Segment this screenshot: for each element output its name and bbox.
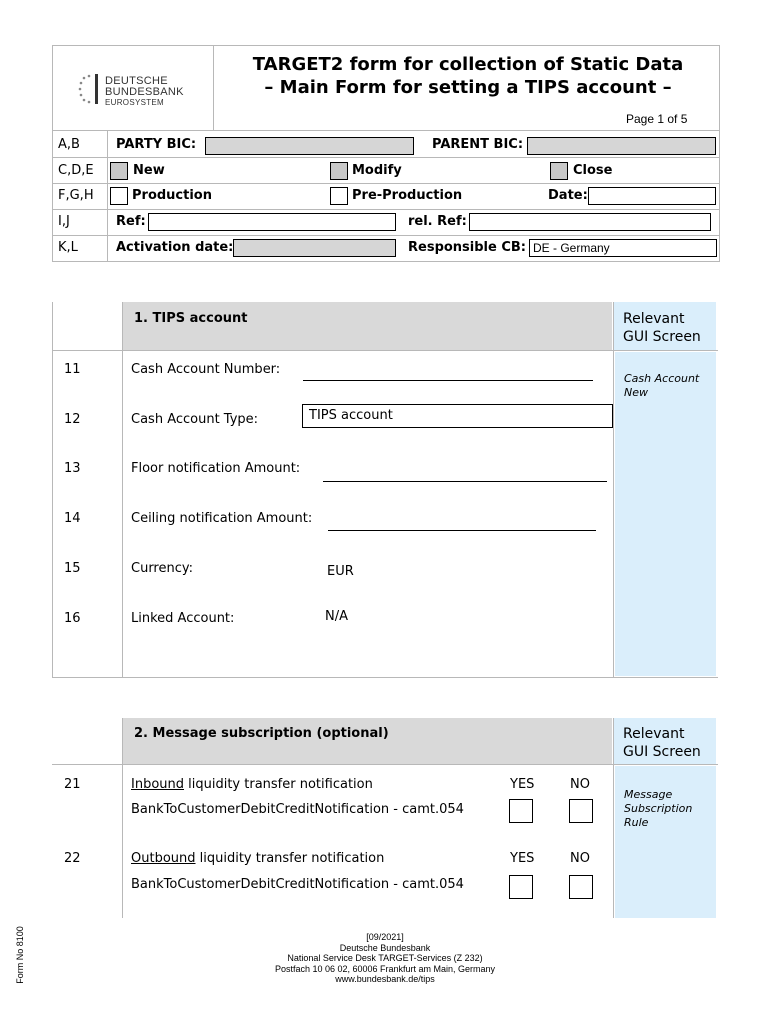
- floor-notification-input-line[interactable]: [323, 481, 607, 482]
- section2-title: 2. Message subscription (optional): [134, 726, 389, 741]
- inbound-yes-label: YES: [510, 777, 535, 792]
- eagle-logo-icon: [77, 72, 103, 106]
- outbound-no-label: NO: [570, 851, 590, 866]
- currency-value: EUR: [327, 564, 354, 579]
- linked-account-label: Linked Account:: [131, 611, 235, 626]
- production-label: Production: [132, 188, 212, 203]
- gui-msg-line2: Subscription: [624, 802, 693, 815]
- item-16-number: 16: [64, 611, 81, 626]
- inbound-notification-label: [131, 777, 373, 792]
- gui-header-line1: Relevant: [623, 311, 685, 327]
- date-field[interactable]: [588, 187, 716, 205]
- logo-text-bundesbank: BUNDESBANK: [105, 86, 184, 98]
- inbound-no-label: NO: [570, 777, 590, 792]
- section1-title: 1. TIPS account: [134, 311, 248, 326]
- floor-notification-label: Floor notification Amount:: [131, 461, 301, 476]
- item-21-number: 21: [64, 777, 81, 792]
- close-label: Close: [573, 163, 613, 178]
- footer-address: Postfach 10 06 02, 60006 Frankfurt am Main, Germany: [274, 963, 496, 974]
- modify-label: Modify: [352, 163, 402, 178]
- currency-label: Currency:: [131, 561, 194, 576]
- outbound-yes-label: YES: [510, 851, 535, 866]
- gui-header2-line2: GUI Screen: [623, 744, 701, 760]
- gui-cash-account-line2: New: [624, 386, 648, 399]
- cash-account-type-value: TIPS account: [309, 408, 393, 423]
- linked-account-value: N/A: [325, 609, 348, 624]
- responsible-cb-value: DE - Germany: [533, 241, 610, 255]
- outbound-message-type: BankToCustomerDebitCreditNotification - camt.054: [131, 877, 464, 892]
- ceiling-notification-input-line[interactable]: [328, 530, 596, 531]
- row-code-cde: C,D,E: [58, 163, 94, 178]
- outbound-underlined: Outbound: [131, 851, 196, 866]
- production-checkbox[interactable]: [110, 187, 128, 205]
- rel-ref-label: rel. Ref:: [408, 214, 467, 229]
- inbound-underlined: Inbound: [131, 777, 185, 792]
- cash-account-number-input-line[interactable]: [303, 380, 593, 381]
- item-13-number: 13: [64, 461, 81, 476]
- ref-label: Ref:: [116, 214, 146, 229]
- gui-header2-line1: Relevant: [623, 726, 685, 742]
- modify-checkbox[interactable]: [330, 162, 348, 180]
- footer-service-desk: National Service Desk TARGET-Services (Z 232): [287, 953, 483, 963]
- form-title: [216, 53, 720, 99]
- outbound-label-rest: liquidity transfer notification: [195, 851, 385, 866]
- row-code-ij: I,J: [58, 214, 70, 229]
- inbound-label-rest: liquidity transfer notification: [184, 777, 373, 792]
- item-22-number: 22: [64, 851, 81, 866]
- rel-ref-field[interactable]: [469, 213, 711, 231]
- gui-msg-line3: Rule: [624, 816, 649, 829]
- row-code-kl: K,L: [58, 240, 78, 255]
- page-footer: [0, 932, 770, 985]
- form-number-side-label: Form No 8100: [15, 926, 25, 984]
- ref-field[interactable]: [148, 213, 396, 231]
- logo-text-eurosystem: EUROSYSTEM: [105, 98, 165, 107]
- footer-bank: Deutsche Bundesbank: [339, 942, 431, 953]
- parent-bic-label: PARENT BIC:: [432, 137, 524, 152]
- activation-date-field[interactable]: [233, 239, 396, 257]
- cash-account-number-label: Cash Account Number:: [131, 362, 281, 377]
- cash-account-type-label: Cash Account Type:: [131, 412, 259, 427]
- row-code-ab: A,B: [58, 137, 80, 152]
- section1-gui-header: [623, 310, 701, 346]
- gui-header-line2: GUI Screen: [623, 329, 701, 345]
- item-11-number: 11: [64, 362, 81, 377]
- gui-cash-account-line1: Cash Account: [624, 372, 700, 385]
- party-bic-label: PARTY BIC:: [116, 137, 197, 152]
- inbound-yes-checkbox[interactable]: [509, 799, 533, 823]
- close-checkbox[interactable]: [550, 162, 568, 180]
- responsible-cb-field[interactable]: [529, 239, 717, 257]
- responsible-cb-label: Responsible CB:: [408, 240, 527, 255]
- outbound-yes-checkbox[interactable]: [509, 875, 533, 899]
- party-bic-field[interactable]: [205, 137, 414, 155]
- form-title-line1: TARGET2 form for collection of Static Data: [252, 54, 684, 75]
- gui-screen-message-subscription-rule: [624, 788, 692, 830]
- new-label: New: [133, 163, 165, 178]
- footer-version: [09/2021]: [366, 932, 404, 942]
- gui-screen-cash-account-new: [624, 372, 699, 400]
- item-14-number: 14: [64, 511, 81, 526]
- logo-text-deutsche: DEUTSCHE: [105, 75, 168, 87]
- date-label: Date:: [548, 188, 588, 203]
- outbound-no-checkbox[interactable]: [569, 875, 593, 899]
- preproduction-checkbox[interactable]: [330, 187, 348, 205]
- gui-msg-line1: Message: [624, 788, 673, 801]
- form-title-line2: – Main Form for setting a TIPS account –: [264, 77, 672, 98]
- row-code-fgh: F,G,H: [58, 188, 94, 203]
- outbound-notification-label: [131, 851, 384, 866]
- preproduction-label: Pre-Production: [352, 188, 463, 203]
- inbound-message-type: BankToCustomerDebitCreditNotification - camt.054: [131, 802, 464, 817]
- activation-date-label: Activation date:: [116, 240, 234, 255]
- section2-gui-header: [623, 725, 701, 761]
- item-12-number: 12: [64, 412, 81, 427]
- new-checkbox[interactable]: [110, 162, 128, 180]
- parent-bic-field[interactable]: [527, 137, 716, 155]
- page-number: Page 1 of 5: [626, 112, 688, 126]
- item-15-number: 15: [64, 561, 81, 576]
- cash-account-type-field[interactable]: [302, 404, 613, 428]
- footer-url[interactable]: www.bundesbank.de/tips: [335, 974, 435, 984]
- inbound-no-checkbox[interactable]: [569, 799, 593, 823]
- ceiling-notification-label: Ceiling notification Amount:: [131, 511, 313, 526]
